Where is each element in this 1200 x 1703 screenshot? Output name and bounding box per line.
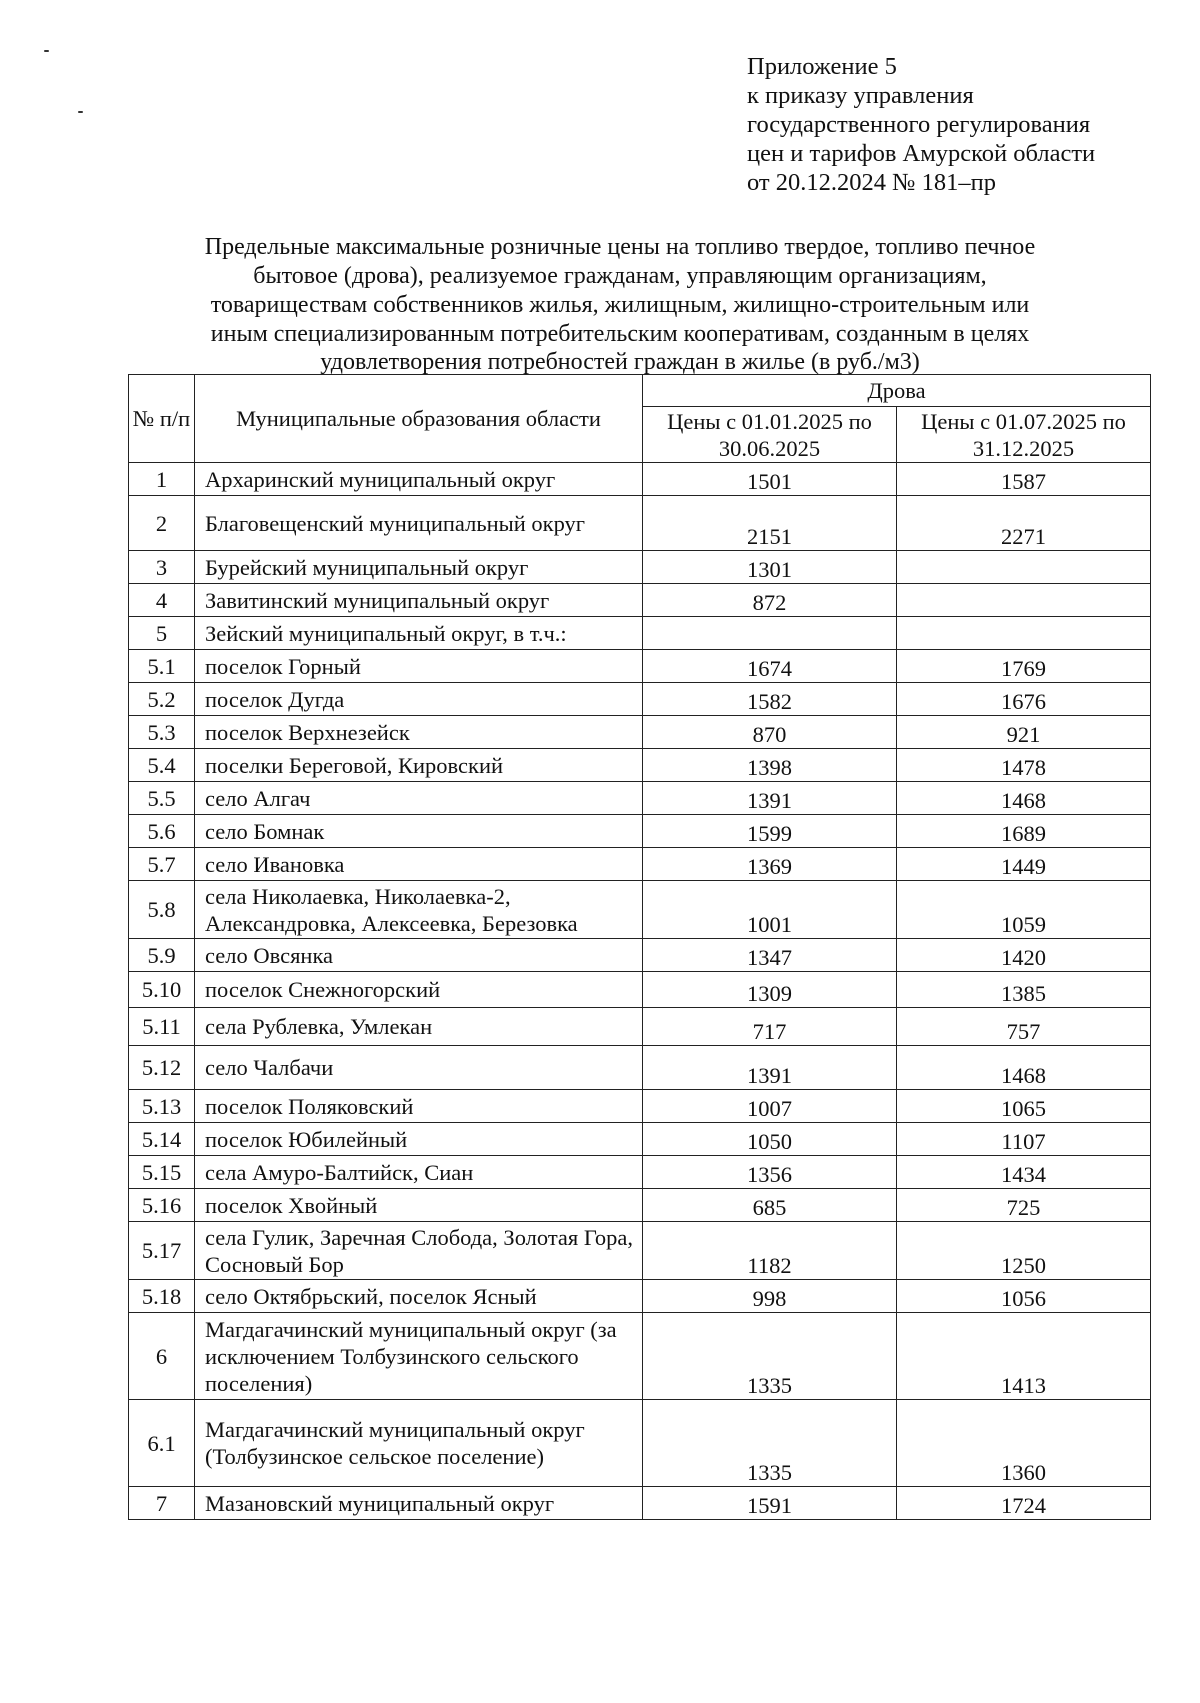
row-price-period-1: 1309 xyxy=(643,972,897,1008)
row-price-period-2: 1676 xyxy=(897,683,1151,716)
row-number: 3 xyxy=(129,551,195,584)
table-row xyxy=(129,716,1151,749)
row-number: 5 xyxy=(129,617,195,650)
row-price-period-1: 872 xyxy=(643,584,897,617)
row-number: 5.5 xyxy=(129,782,195,815)
table-row xyxy=(129,463,1151,496)
row-number: 5.12 xyxy=(129,1046,195,1090)
row-price-period-2: 1468 xyxy=(897,782,1151,815)
row-price-period-1 xyxy=(643,617,897,650)
row-price-period-1: 1301 xyxy=(643,551,897,584)
appendix-line: от 20.12.2024 № 181–пр xyxy=(747,169,996,196)
table-row xyxy=(129,1189,1151,1222)
row-number: 5.8 xyxy=(129,881,195,939)
row-price-period-2: 1689 xyxy=(897,815,1151,848)
row-municipality: села Амуро-Балтийск, Сиан xyxy=(195,1156,643,1189)
table-row xyxy=(129,1280,1151,1313)
table-row xyxy=(129,584,1151,617)
row-price-period-2: 1059 xyxy=(897,881,1151,939)
table-row xyxy=(129,972,1151,1008)
row-municipality: поселок Дугда xyxy=(195,683,643,716)
row-price-period-2: 1449 xyxy=(897,848,1151,881)
table-row xyxy=(129,496,1151,551)
row-price-period-1: 2151 xyxy=(643,496,897,551)
row-price-period-2 xyxy=(897,617,1151,650)
row-number: 1 xyxy=(129,463,195,496)
row-municipality: Архаринский муниципальный округ xyxy=(195,463,643,496)
row-price-period-1: 1335 xyxy=(643,1400,897,1487)
scan-speck xyxy=(78,111,83,113)
row-price-period-2: 1360 xyxy=(897,1400,1151,1487)
title-line: бытовое (дрова), реализуемое гражданам, управляющим организациям, xyxy=(253,263,987,289)
row-price-period-2: 1056 xyxy=(897,1280,1151,1313)
row-municipality: Зейский муниципальный округ, в т.ч.: xyxy=(195,617,643,650)
appendix-block xyxy=(747,52,1167,197)
row-price-period-1: 870 xyxy=(643,716,897,749)
row-municipality: поселки Береговой, Кировский xyxy=(195,749,643,782)
row-price-period-1: 1007 xyxy=(643,1090,897,1123)
table-row xyxy=(129,1222,1151,1280)
row-price-period-2: 1385 xyxy=(897,972,1151,1008)
row-number: 5.1 xyxy=(129,650,195,683)
row-municipality: поселок Хвойный xyxy=(195,1189,643,1222)
row-price-period-1: 1391 xyxy=(643,1046,897,1090)
table-row xyxy=(129,848,1151,881)
appendix-line: Приложение 5 xyxy=(747,53,897,80)
table-row xyxy=(129,782,1151,815)
table-row xyxy=(129,1123,1151,1156)
table-row xyxy=(129,1313,1151,1400)
document-title xyxy=(140,233,1100,375)
row-municipality: поселок Снежногорский xyxy=(195,972,643,1008)
title-line: Предельные максимальные розничные цены на топливо твердое, топливо печное xyxy=(204,234,1036,260)
row-price-period-1: 1356 xyxy=(643,1156,897,1189)
row-price-period-2: 1468 xyxy=(897,1046,1151,1090)
scan-speck xyxy=(44,50,49,52)
row-number: 5.9 xyxy=(129,939,195,972)
table-row xyxy=(129,815,1151,848)
row-municipality: села Николаевка, Николаевка-2, Александровка, Алексеевка, Березовка xyxy=(195,881,643,939)
appendix-line: к приказу управления xyxy=(747,82,974,109)
price-table xyxy=(128,374,1151,1520)
row-municipality: Магдагачинский муниципальный округ (за исключением Толбузинского сельского поселения) xyxy=(195,1313,643,1400)
row-municipality: поселок Юбилейный xyxy=(195,1123,643,1156)
row-municipality: Бурейский муниципальный округ xyxy=(195,551,643,584)
row-price-period-2: 725 xyxy=(897,1189,1151,1222)
row-price-period-1: 998 xyxy=(643,1280,897,1313)
row-price-period-2: 1478 xyxy=(897,749,1151,782)
header-municipality: Муниципальные образования области xyxy=(195,375,643,463)
row-price-period-2: 921 xyxy=(897,716,1151,749)
row-number: 6 xyxy=(129,1313,195,1400)
row-municipality: поселок Горный xyxy=(195,650,643,683)
row-price-period-2: 1065 xyxy=(897,1090,1151,1123)
row-municipality: село Бомнак xyxy=(195,815,643,848)
row-municipality: село Октябрьский, поселок Ясный xyxy=(195,1280,643,1313)
row-number: 7 xyxy=(129,1487,195,1520)
row-price-period-1: 1001 xyxy=(643,881,897,939)
row-municipality: село Чалбачи xyxy=(195,1046,643,1090)
row-price-period-2 xyxy=(897,551,1151,584)
row-number: 4 xyxy=(129,584,195,617)
header-number: № п/п xyxy=(129,375,195,463)
row-number: 5.16 xyxy=(129,1189,195,1222)
row-number: 5.4 xyxy=(129,749,195,782)
row-price-period-1: 1398 xyxy=(643,749,897,782)
title-line: иным специализированным потребительским кооперативам, созданным в целях xyxy=(210,321,1030,347)
row-municipality: села Гулик, Заречная Слобода, Золотая Гора, Сосновый Бор xyxy=(195,1222,643,1280)
row-municipality: село Алгач xyxy=(195,782,643,815)
row-price-period-2: 1587 xyxy=(897,463,1151,496)
row-price-period-1: 1347 xyxy=(643,939,897,972)
row-municipality: село Ивановка xyxy=(195,848,643,881)
table-row xyxy=(129,939,1151,972)
row-number: 5.3 xyxy=(129,716,195,749)
row-municipality: село Овсянка xyxy=(195,939,643,972)
row-municipality: села Рублевка, Умлекан xyxy=(195,1008,643,1046)
row-price-period-1: 1050 xyxy=(643,1123,897,1156)
table-body xyxy=(129,463,1151,1520)
table-row xyxy=(129,749,1151,782)
row-municipality: поселок Поляковский xyxy=(195,1090,643,1123)
row-price-period-1: 1369 xyxy=(643,848,897,881)
row-number: 5.13 xyxy=(129,1090,195,1123)
row-price-period-1: 717 xyxy=(643,1008,897,1046)
row-number: 5.2 xyxy=(129,683,195,716)
table-row xyxy=(129,881,1151,939)
row-price-period-2: 1724 xyxy=(897,1487,1151,1520)
title-line: удовлетворения потребностей граждан в жилье (в руб./м3) xyxy=(320,349,920,375)
row-price-period-1: 1599 xyxy=(643,815,897,848)
table-row xyxy=(129,683,1151,716)
table-row xyxy=(129,617,1151,650)
row-price-period-1: 1335 xyxy=(643,1313,897,1400)
row-price-period-1: 1182 xyxy=(643,1222,897,1280)
row-price-period-2: 757 xyxy=(897,1008,1151,1046)
row-number: 5.10 xyxy=(129,972,195,1008)
row-price-period-2 xyxy=(897,584,1151,617)
header-period-2: Цены с 01.07.2025 по 31.12.2025 xyxy=(897,407,1151,463)
row-price-period-1: 1591 xyxy=(643,1487,897,1520)
title-line: товариществам собственников жилья, жилищным, жилищно-строительным или xyxy=(210,292,1030,318)
row-price-period-2: 1420 xyxy=(897,939,1151,972)
row-price-period-1: 1391 xyxy=(643,782,897,815)
row-municipality: Магдагачинский муниципальный округ (Толбузинское сельское поселение) xyxy=(195,1400,643,1487)
row-number: 5.11 xyxy=(129,1008,195,1046)
table-row xyxy=(129,1090,1151,1123)
row-number: 5.15 xyxy=(129,1156,195,1189)
row-price-period-2: 1107 xyxy=(897,1123,1151,1156)
row-price-period-1: 1582 xyxy=(643,683,897,716)
row-number: 5.14 xyxy=(129,1123,195,1156)
header-firewood: Дрова xyxy=(643,375,1151,407)
appendix-line: цен и тарифов Амурской области xyxy=(747,140,1096,167)
row-price-period-2: 1769 xyxy=(897,650,1151,683)
row-price-period-2: 2271 xyxy=(897,496,1151,551)
row-price-period-1: 685 xyxy=(643,1189,897,1222)
row-number: 5.6 xyxy=(129,815,195,848)
row-number: 6.1 xyxy=(129,1400,195,1487)
table-row xyxy=(129,1156,1151,1189)
row-price-period-2: 1250 xyxy=(897,1222,1151,1280)
row-municipality: Мазановский муниципальный округ xyxy=(195,1487,643,1520)
row-price-period-1: 1674 xyxy=(643,650,897,683)
row-price-period-2: 1413 xyxy=(897,1313,1151,1400)
row-price-period-1: 1501 xyxy=(643,463,897,496)
row-municipality: Благовещенский муниципальный округ xyxy=(195,496,643,551)
table-row xyxy=(129,551,1151,584)
table-row xyxy=(129,1400,1151,1487)
row-municipality: Завитинский муниципальный округ xyxy=(195,584,643,617)
row-number: 5.7 xyxy=(129,848,195,881)
row-number: 2 xyxy=(129,496,195,551)
table-row xyxy=(129,1487,1151,1520)
appendix-line: государственного регулирования xyxy=(747,111,1091,138)
row-municipality: поселок Верхнезейск xyxy=(195,716,643,749)
header-period-1: Цены с 01.01.2025 по 30.06.2025 xyxy=(643,407,897,463)
row-price-period-2: 1434 xyxy=(897,1156,1151,1189)
table-row xyxy=(129,1008,1151,1046)
table-row xyxy=(129,1046,1151,1090)
table-row xyxy=(129,650,1151,683)
row-number: 5.18 xyxy=(129,1280,195,1313)
row-number: 5.17 xyxy=(129,1222,195,1280)
